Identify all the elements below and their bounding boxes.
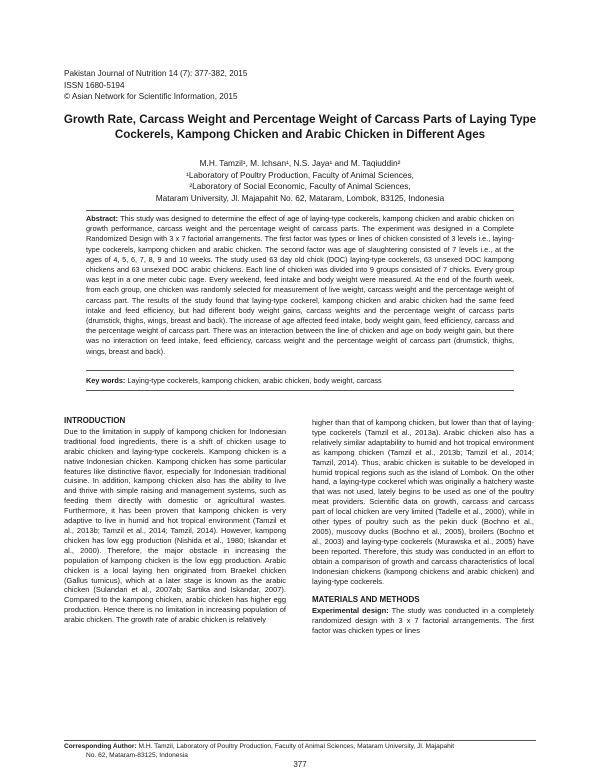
experimental-design-text: The study was conducted in a completely randomized design with 3 x 7 factorial arrangements. The first factor was chicken types or lines <box>312 606 534 636</box>
abstract-text: This study was designed to determine the effect of age of laying-type cockerels, kampong chicken and arabic chicken on growth performance, carcass weight and the percentage weight of carcass parts. The experiment was designed in a Complete Randomized Design with 3 x 7 factorial arrangements. The first factor was types or lines of chicken consisted of 3 levels i.e., laying-type cockerels, kampong chicken and arabic chicken. The second factor was age of slaughtering consisted of 7 levels i.e., at the ages of 4, 5, 6, 7, 8, 9 and 10 weeks. The study used 63 day old chick (DOC) laying-type cockerels, 63 unsexed DOC kampong chickens and 63 unsexed DOC arabic chickens. Each line of chicken was divided into 9 groups consisted of 7 chicks. Every group was kept in a one meter cubic cage. Every weekend, feed intake and body weight were measured. At the end of the fourth week, from each group, one chicken was randomly selected for measurement of live weight, carcass weight and the percentage weight of carcass part. The results of the study found that laying-type cockerel, kampong chicken and arabic chicken had the same feed intake and feed efficiency, but had different body weight gains, carcass weights and the percentage weight of carcass parts (drumstick, thighs, wings, breast and back). The increase of age affected feed intake, body weight gain, feed efficiency, carcass and the percentage weight of carcass part. There was an interaction between the line of chicken and age on body weight gain, but there was no interaction on feed intake, feed efficiency, carcass weight and the percentage weight of carcass part (drumstick, thighs, wings, breast and back). <box>86 214 514 356</box>
abstract <box>86 214 514 357</box>
journal-issn: ISSN 1680-5194 <box>64 80 125 90</box>
author-block <box>60 158 540 204</box>
journal-copyright: © Asian Network for Scientific Information, 2015 <box>64 92 238 101</box>
affiliation-2: ²Laboratory of Social Economic, Faculty of Animal Sciences, <box>189 181 411 192</box>
introduction-paragraph-2: higher than that of kampong chicken, but lower than that of laying-type cockerels (Tamzil et al., 2013a). Arabic chicken also has a relatively similar adaptability to humid and hot tropical environment as kampong chicken (Tamzil et al., 2013b; Tamzil et al., 2014; Tamzil, 2014). Thus, arabic chicken is suitable to be developed in humid tropical regions such as the island of Lombok. On the other hand, a laying-type cockerel which was originally a hatchery waste that was not used, lately begins to be used as one of the poultry meat providers. Scientific data on growth, carcass and carcass part of local chicken are very limited (Tadelle et al., 2000), while in other types of poultry such as the pekin duck (Bochno et al., 2005), muscovy ducks (Bochno et al., 2005), broilers (Bochno et al., 2003) and laying-type cockerels (Murawska et al., 2005) have been reported. Therefore, this study was conducted in an effort to obtain a comparison of growth and carcass characteristics of local Indonesian chickens (kampong chickens and arabic chicken) and laying-type cockerels. <box>312 418 534 586</box>
keywords-rule <box>86 390 514 391</box>
left-column <box>64 416 286 625</box>
methods-paragraph <box>312 606 534 636</box>
footnote-rule <box>64 740 536 741</box>
corresponding-author-footnote <box>64 742 536 760</box>
keywords-label: Key words: <box>86 376 126 385</box>
keywords-text: Laying-type cockerels, kampong chicken, arabic chicken, body weight, carcass <box>127 376 382 385</box>
footnote-text: M.H. Tamzil, Laboratory of Poultry Production, Faculty of Animal Sciences, Mataram University, Jl. Majapahit <box>138 743 455 750</box>
page-number: 377 <box>293 760 307 769</box>
affiliation-1: ¹Laboratory of Poultry Production, Faculty of Animal Sciences, <box>186 169 414 180</box>
introduction-heading: INTRODUCTION <box>64 416 126 425</box>
abstract-top-rule <box>86 210 514 211</box>
right-column <box>312 418 534 636</box>
footnote-text-line-2: No. 62, Mataram-83125, Indonesia <box>86 752 188 759</box>
journal-citation: Pakistan Journal of Nutrition 14 (7): 377-382, 2015 <box>64 69 248 78</box>
experimental-design-subheading: Experimental design: <box>312 606 389 616</box>
affiliation-3: Mataram University, Jl. Majapahit No. 62, Mataram, Lombok, 83125, Indonesia <box>155 192 445 203</box>
author-names: M.H. Tamzil¹, M. Ichsan¹, N.S. Jaya¹ and M. Taqiuddin² <box>199 158 401 168</box>
abstract-label: Abstract: <box>86 214 119 223</box>
keywords <box>86 376 514 386</box>
methods-heading: MATERIALS AND METHODS <box>312 595 420 605</box>
paper-title: Growth Rate, Carcass Weight and Percentage Weight of Carcass Parts of Laying Type Cockerels, Kampong Chicken and Arabic Chicken in Different Ages <box>63 113 537 141</box>
abstract-bottom-rule <box>86 370 514 371</box>
introduction-paragraph-1: Due to the limitation in supply of kampong chicken for Indonesian traditional food ingredients, there is a shift of chicken usage to arabic chicken and laying-type cockerels. Kampong chicken is a native Indonesian chicken. Kampong chicken has some particular features like distinctive flavor, especially for Indonesian traditional cuisine. In addition, kampong chicken also has the ability to live and thrive with simple raising and management systems, such as feeding them directly with domestic or agricultural wastes. Furthermore, it has been proven that kampong chicken is very adaptive to live in humid and hot tropical environment (Tamzil et al., 2013b; Tamzil et al., 2014; Tamzil, 2014). However, kampong chicken has low egg production (Nishida et al., 1980; Iskandar et al., 2000). Therefore, the major obstacle in increasing the population of kampong chicken is the low egg production. Arabic chicken is a local laying hen originated from Braekel chicken (Gallus turnicus), which at a later stage is known as the arabic chicken (Sulandari et al., 2007ab; Sartika and Iskandar, 2007). Compared to the kampong chicken, arabic chicken has higher egg production. Hence there is no limitation in increasing population of arabic chicken. The growth rate of arabic chicken is relatively <box>64 426 286 625</box>
journal-header <box>64 68 247 103</box>
footnote-label: Corresponding Author: <box>64 743 137 750</box>
